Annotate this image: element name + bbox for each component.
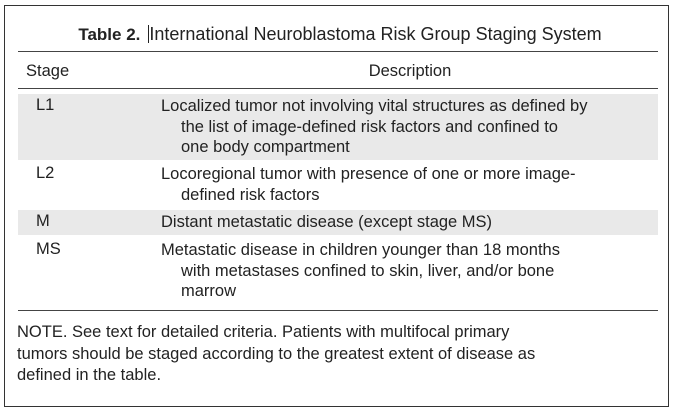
stage-cell: MS [36,240,61,258]
description-line: defined risk factors [181,185,320,204]
description-cell [161,240,661,302]
table-title: International Neuroblastoma Risk Group Staging System [149,24,602,44]
description-line: Locoregional tumor with presence of one or more image- [161,165,576,183]
header-stage: Stage [26,62,70,80]
description-cell [161,212,661,233]
stage-cell: M [36,212,50,230]
description-line: Localized tumor not involving vital structures as defined by [161,97,588,115]
note-line: defined in the table. [17,366,162,384]
description-line: Distant metastatic disease (except stage MS) [161,213,493,231]
table-label: Table 2. [78,25,141,44]
description-line: one body compartment [181,138,350,156]
header-description: Description [368,62,452,80]
description-line: marrow [181,282,237,300]
table-row-l2 [18,162,658,208]
table-row-l1 [18,94,658,160]
table-note [17,322,657,387]
note-line: NOTE. See text for detailed criteria. Patients with multifocal primary [17,323,510,341]
stage-cell: L1 [36,96,55,114]
stage-cell: L2 [36,164,55,182]
header-rule [18,88,658,89]
table-row-ms [18,238,658,306]
description-cell [161,96,661,158]
description-line: with metastases confined to skin, liver, and/or bone [181,261,555,280]
table-row-m [18,210,658,235]
top-rule [18,51,658,52]
table-caption [0,24,680,45]
description-line: Metastatic disease in children younger than 18 months [161,241,560,259]
bottom-rule [18,310,658,311]
note-line: tumors should be staged according to the greatest extent of disease as [17,344,536,363]
description-line: the list of image-defined risk factors and confined to [181,117,558,136]
description-cell [161,164,661,205]
